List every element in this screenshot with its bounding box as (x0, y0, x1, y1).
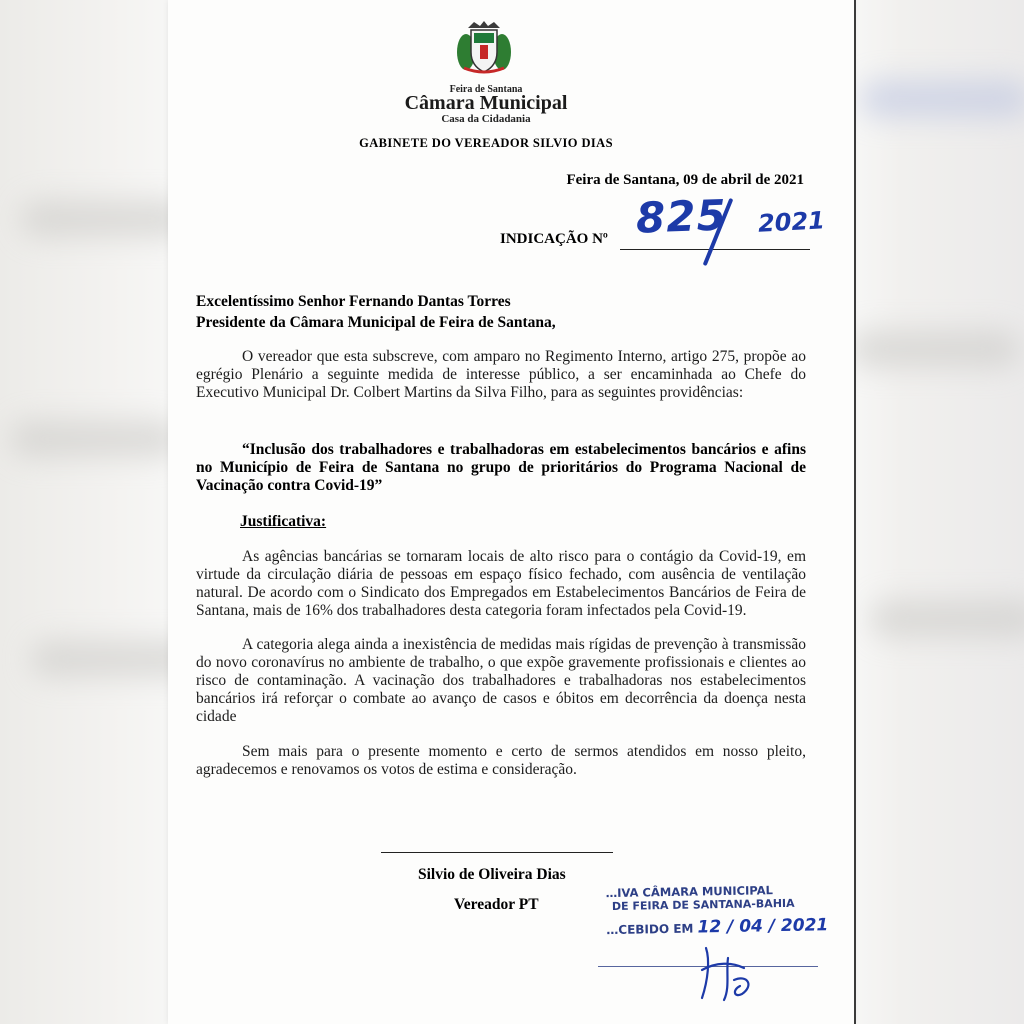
justification-paragraph-2: A categoria alega ainda a inexistência de medidas mais rígidas de prevenção à transmissão do novo coronavírus no ambiente de trabalho, o que expõe gravemente profissionais e clientes ao risco de contaminação. A vacinação dos trabalhadores e trabalhadoras nos estabelecimentos bancários irá reforçar o combate ao avanço de casos e óbitos em decorrência da doença nesta cidade (196, 636, 806, 725)
signature-line (381, 852, 613, 853)
addressee (196, 291, 556, 333)
signatory-name: Silvio de Oliveira Dias (418, 866, 566, 883)
indicacao-number: 825 (635, 190, 728, 243)
addressee-title: Presidente da Câmara Municipal de Feira de Santana, (196, 314, 556, 331)
header-institution: Câmara Municipal (404, 92, 568, 114)
header-tagline: Casa da Cidadania (441, 113, 531, 125)
document-page (168, 0, 854, 1024)
indicacao-label: INDICAÇÃO Nº (500, 231, 608, 247)
header-city: Feira de Santana (449, 84, 523, 95)
indicacao-year: 2021 (757, 206, 826, 238)
stamp-received (606, 915, 846, 939)
stamp-line-1: …IVA CÂMARA MUNICIPAL (605, 883, 774, 901)
intro-paragraph: O vereador que esta subscreve, com amparo no Regimento Interno, artigo 275, propõe ao egrégio Plenário a seguinte medida de interesse público, a ser encaminhada ao Chefe do Executivo Municipal Dr. Colbert Martins da Silva Filho, para as seguintes providências: (196, 348, 806, 401)
background-blur (860, 80, 1024, 118)
handwritten-initials-icon (688, 940, 768, 1004)
justification-paragraph-1: As agências bancárias se tornaram locais de alto risco para o contágio da Covid-19, em virtude da circulação diária de pessoas em espaço físico fechado, com ausência de ventilação natural. De acordo com o Sindicato dos Empregados em Estabelecimentos Bancários de Feira de Santana, mais de 16% dos trabalhadores desta categoria foram infectados pela Covid-19. (196, 548, 806, 619)
addressee-name: Excelentíssimo Senhor Fernando Dantas Torres (196, 293, 511, 310)
signatory-role: Vereador PT (454, 896, 539, 913)
background-blur (850, 330, 1020, 368)
stamp-received-date: 12 / 04 / 2021 (697, 915, 829, 938)
closing-paragraph: Sem mais para o presente momento e certo de sermos atendidos em nosso pleito, agradecemos e renovamos os votos de estima e consideração. (196, 743, 806, 778)
document-date: Feira de Santana, 09 de abril de 2021 (566, 172, 804, 188)
indicacao-underline (620, 249, 810, 250)
justification-title: Justificativa: (240, 513, 327, 530)
reception-stamp (606, 882, 847, 939)
background-blur (870, 600, 1024, 638)
stamp-line-2: DE FEIRA DE SANTANA-BAHIA (611, 896, 795, 913)
proposal-quote: “Inclusão dos trabalhadores e trabalhadoras em estabelecimentos bancários e afins no Município de Feira de Santana no grupo de prioritários do Programa Nacional de Vacinação contra Covid-19” (196, 441, 806, 494)
background-blur (20, 200, 190, 238)
background-blur (10, 420, 180, 458)
stamp-received-label: …CEBIDO EM (606, 921, 694, 938)
municipal-coat-of-arms-icon (454, 18, 514, 78)
header-office: GABINETE DO VEREADOR SILVIO DIAS (359, 136, 613, 150)
